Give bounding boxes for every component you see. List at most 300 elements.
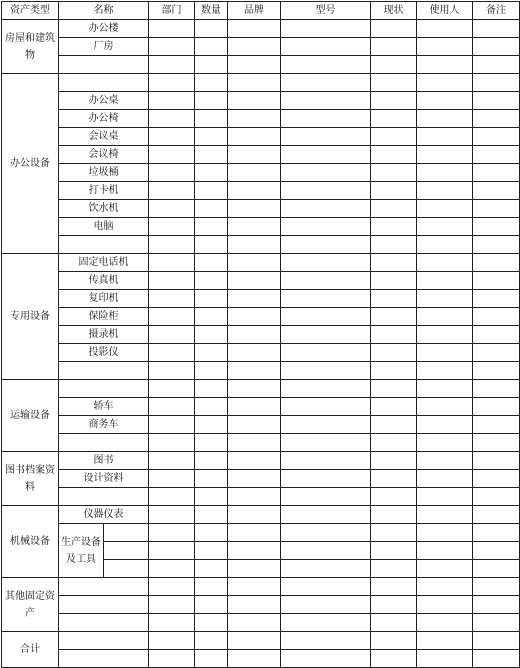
cell-user: [417, 614, 473, 632]
cell-brand: [228, 434, 281, 452]
cell-department: [149, 272, 195, 290]
asset-name-cell: 会议桌: [59, 128, 149, 146]
cell-status: [371, 524, 417, 542]
cell-quantity: [195, 362, 228, 380]
cell-user: [417, 110, 473, 128]
cell-brand: [228, 506, 281, 524]
cell-remarks: [473, 632, 520, 650]
cell-status: [371, 128, 417, 146]
cell-department: [149, 92, 195, 110]
cell-remarks: [473, 524, 520, 542]
cell-model: [281, 146, 371, 164]
cell-brand: [228, 398, 281, 416]
header-model: 型号: [281, 2, 371, 20]
cell-status: [371, 146, 417, 164]
asset-name-cell: 复印机: [59, 290, 149, 308]
header-name: 名称: [59, 2, 149, 20]
cell-department: [149, 398, 195, 416]
cell-status: [371, 308, 417, 326]
cell-user: [417, 452, 473, 470]
cell-department: [149, 218, 195, 236]
asset-name-cell: [104, 542, 149, 560]
asset-name-cell: 摄录机: [59, 326, 149, 344]
cell-model: [281, 488, 371, 506]
asset-name-cell: 电脑: [59, 218, 149, 236]
cell-quantity: [195, 92, 228, 110]
table-row: [2, 236, 520, 254]
cell-remarks: [473, 434, 520, 452]
cell-remarks: [473, 506, 520, 524]
cell-department: [149, 560, 195, 578]
asset-name-cell: 办公楼: [59, 20, 149, 38]
cell-remarks: [473, 380, 520, 398]
cell-status: [371, 488, 417, 506]
asset-name-cell: [59, 488, 149, 506]
cell-model: [281, 632, 371, 650]
cell-model: [281, 326, 371, 344]
cell-department: [149, 632, 195, 650]
cell-department: [149, 200, 195, 218]
cell-model: [281, 506, 371, 524]
cell-brand: [228, 542, 281, 560]
cell-remarks: [473, 416, 520, 434]
cell-department: [149, 434, 195, 452]
asset-name-cell: 办公桌: [59, 92, 149, 110]
cell-brand: [228, 380, 281, 398]
cell-model: [281, 56, 371, 74]
cell-status: [371, 614, 417, 632]
asset-name-cell: [59, 380, 149, 398]
table-row: [2, 200, 520, 218]
cell-user: [417, 524, 473, 542]
cell-remarks: [473, 146, 520, 164]
header-remarks: 备注: [473, 2, 520, 20]
cell-quantity: [195, 146, 228, 164]
table-row: [2, 524, 520, 542]
cell-status: [371, 452, 417, 470]
cell-quantity: [195, 416, 228, 434]
cell-model: [281, 470, 371, 488]
cell-model: [281, 578, 371, 596]
cell-brand: [228, 110, 281, 128]
cell-user: [417, 38, 473, 56]
cell-user: [417, 488, 473, 506]
asset-type-cell: 机械设备: [2, 506, 59, 578]
table-row: [2, 380, 520, 398]
cell-remarks: [473, 20, 520, 38]
cell-user: [417, 596, 473, 614]
cell-quantity: [195, 434, 228, 452]
cell-remarks: [473, 398, 520, 416]
cell-department: [149, 362, 195, 380]
asset-name-cell: 仪器仪表: [59, 506, 149, 524]
cell-model: [281, 92, 371, 110]
cell-brand: [228, 38, 281, 56]
asset-name-cell: 轿车: [59, 398, 149, 416]
cell-user: [417, 56, 473, 74]
cell-model: [281, 560, 371, 578]
cell-user: [417, 632, 473, 650]
cell-department: [149, 56, 195, 74]
cell-brand: [228, 578, 281, 596]
cell-department: [149, 110, 195, 128]
asset-name-cell: [59, 434, 149, 452]
cell-user: [417, 200, 473, 218]
table-row: [2, 632, 520, 650]
asset-name-cell: 投影仪: [59, 344, 149, 362]
cell-brand: [228, 362, 281, 380]
header-quantity: 数量: [195, 2, 228, 20]
cell-department: [149, 236, 195, 254]
cell-status: [371, 362, 417, 380]
cell-model: [281, 362, 371, 380]
cell-user: [417, 506, 473, 524]
asset-name-cell: 保险柜: [59, 308, 149, 326]
cell-department: [149, 20, 195, 38]
cell-user: [417, 560, 473, 578]
cell-model: [281, 416, 371, 434]
asset-name-cell: [59, 74, 149, 92]
cell-quantity: [195, 398, 228, 416]
asset-name-cell: [59, 614, 149, 632]
header-brand: 品牌: [228, 2, 281, 20]
cell-department: [149, 596, 195, 614]
cell-user: [417, 92, 473, 110]
cell-status: [371, 380, 417, 398]
cell-department: [149, 650, 195, 668]
asset-name-cell: 商务车: [59, 416, 149, 434]
table-row: [2, 290, 520, 308]
cell-quantity: [195, 218, 228, 236]
cell-quantity: [195, 110, 228, 128]
cell-status: [371, 344, 417, 362]
cell-quantity: [195, 200, 228, 218]
table-row: [2, 92, 520, 110]
cell-department: [149, 452, 195, 470]
cell-remarks: [473, 272, 520, 290]
table-row: [2, 596, 520, 614]
cell-user: [417, 362, 473, 380]
cell-department: [149, 128, 195, 146]
cell-quantity: [195, 128, 228, 146]
cell-remarks: [473, 110, 520, 128]
cell-model: [281, 38, 371, 56]
cell-brand: [228, 290, 281, 308]
cell-department: [149, 614, 195, 632]
cell-quantity: [195, 326, 228, 344]
cell-user: [417, 146, 473, 164]
cell-remarks: [473, 290, 520, 308]
cell-brand: [228, 416, 281, 434]
cell-status: [371, 92, 417, 110]
table-row: [2, 308, 520, 326]
cell-quantity: [195, 650, 228, 668]
cell-brand: [228, 344, 281, 362]
cell-status: [371, 506, 417, 524]
cell-quantity: [195, 164, 228, 182]
cell-model: [281, 182, 371, 200]
cell-user: [417, 182, 473, 200]
cell-status: [371, 200, 417, 218]
cell-quantity: [195, 56, 228, 74]
cell-quantity: [195, 596, 228, 614]
table-row: [2, 470, 520, 488]
cell-remarks: [473, 92, 520, 110]
cell-department: [149, 470, 195, 488]
table-row: [2, 344, 520, 362]
cell-department: [149, 416, 195, 434]
cell-status: [371, 74, 417, 92]
cell-remarks: [473, 38, 520, 56]
asset-name-cell: [59, 578, 149, 596]
cell-remarks: [473, 128, 520, 146]
asset-name-cell: 设计资料: [59, 470, 149, 488]
cell-quantity: [195, 614, 228, 632]
cell-brand: [228, 632, 281, 650]
cell-brand: [228, 254, 281, 272]
cell-department: [149, 38, 195, 56]
cell-quantity: [195, 290, 228, 308]
asset-name-cell: [59, 56, 149, 74]
cell-model: [281, 650, 371, 668]
cell-quantity: [195, 488, 228, 506]
cell-status: [371, 20, 417, 38]
cell-quantity: [195, 74, 228, 92]
cell-quantity: [195, 254, 228, 272]
cell-brand: [228, 128, 281, 146]
cell-status: [371, 56, 417, 74]
asset-type-cell: 房屋和建筑物: [2, 20, 59, 74]
cell-brand: [228, 182, 281, 200]
cell-status: [371, 650, 417, 668]
cell-status: [371, 398, 417, 416]
cell-status: [371, 218, 417, 236]
cell-user: [417, 326, 473, 344]
cell-brand: [228, 560, 281, 578]
cell-model: [281, 218, 371, 236]
cell-user: [417, 578, 473, 596]
cell-remarks: [473, 236, 520, 254]
cell-status: [371, 434, 417, 452]
cell-status: [371, 272, 417, 290]
cell-remarks: [473, 182, 520, 200]
cell-user: [417, 128, 473, 146]
cell-brand: [228, 200, 281, 218]
cell-remarks: [473, 452, 520, 470]
cell-model: [281, 272, 371, 290]
cell-user: [417, 290, 473, 308]
header-department: 部门: [149, 2, 195, 20]
table-row: [2, 110, 520, 128]
asset-type-cell: 图书档案资料: [2, 452, 59, 506]
asset-name-cell: 厂房: [59, 38, 149, 56]
cell-user: [417, 236, 473, 254]
cell-remarks: [473, 362, 520, 380]
cell-brand: [228, 20, 281, 38]
cell-model: [281, 596, 371, 614]
cell-department: [149, 182, 195, 200]
cell-remarks: [473, 164, 520, 182]
cell-brand: [228, 326, 281, 344]
cell-status: [371, 596, 417, 614]
cell-user: [417, 434, 473, 452]
asset-name-cell: 办公椅: [59, 110, 149, 128]
cell-quantity: [195, 236, 228, 254]
table-row: [2, 614, 520, 632]
asset-table: [1, 1, 520, 668]
asset-name-cell: 会议椅: [59, 146, 149, 164]
cell-remarks: [473, 578, 520, 596]
cell-user: [417, 254, 473, 272]
asset-type-cell: 合计: [2, 632, 59, 668]
cell-brand: [228, 236, 281, 254]
cell-brand: [228, 92, 281, 110]
cell-brand: [228, 650, 281, 668]
cell-status: [371, 578, 417, 596]
cell-user: [417, 164, 473, 182]
cell-status: [371, 632, 417, 650]
cell-status: [371, 542, 417, 560]
asset-table-body: [2, 20, 520, 668]
table-row: [2, 146, 520, 164]
cell-quantity: [195, 632, 228, 650]
asset-type-cell: 其他固定资产: [2, 578, 59, 632]
cell-remarks: [473, 254, 520, 272]
asset-type-cell: 运输设备: [2, 380, 59, 452]
cell-user: [417, 20, 473, 38]
cell-brand: [228, 452, 281, 470]
cell-brand: [228, 56, 281, 74]
cell-user: [417, 416, 473, 434]
cell-user: [417, 380, 473, 398]
table-row: [2, 398, 520, 416]
cell-remarks: [473, 74, 520, 92]
cell-status: [371, 560, 417, 578]
cell-status: [371, 254, 417, 272]
cell-brand: [228, 74, 281, 92]
cell-department: [149, 164, 195, 182]
cell-remarks: [473, 596, 520, 614]
cell-brand: [228, 272, 281, 290]
header-status: 现状: [371, 2, 417, 20]
cell-remarks: [473, 470, 520, 488]
asset-name-cell: [59, 632, 149, 650]
cell-quantity: [195, 560, 228, 578]
cell-model: [281, 380, 371, 398]
cell-remarks: [473, 650, 520, 668]
cell-department: [149, 308, 195, 326]
table-row: [2, 128, 520, 146]
cell-user: [417, 650, 473, 668]
cell-model: [281, 290, 371, 308]
cell-brand: [228, 308, 281, 326]
cell-user: [417, 398, 473, 416]
asset-name-cell: 传真机: [59, 272, 149, 290]
cell-status: [371, 290, 417, 308]
asset-name-cell: 固定电话机: [59, 254, 149, 272]
asset-type-cell: 办公设备: [2, 74, 59, 254]
table-row: [2, 20, 520, 38]
asset-name-cell: [104, 560, 149, 578]
cell-model: [281, 236, 371, 254]
table-row: [2, 38, 520, 56]
cell-quantity: [195, 452, 228, 470]
table-row: [2, 578, 520, 596]
table-row: [2, 452, 520, 470]
cell-remarks: [473, 200, 520, 218]
cell-quantity: [195, 344, 228, 362]
header-row: [2, 2, 520, 20]
cell-model: [281, 200, 371, 218]
cell-quantity: [195, 470, 228, 488]
cell-model: [281, 344, 371, 362]
cell-user: [417, 272, 473, 290]
table-row: [2, 164, 520, 182]
table-row: [2, 488, 520, 506]
cell-model: [281, 308, 371, 326]
cell-brand: [228, 614, 281, 632]
asset-name-cell: [59, 362, 149, 380]
cell-user: [417, 344, 473, 362]
cell-brand: [228, 488, 281, 506]
cell-quantity: [195, 272, 228, 290]
table-row: [2, 416, 520, 434]
table-row: [2, 218, 520, 236]
cell-department: [149, 506, 195, 524]
cell-remarks: [473, 614, 520, 632]
cell-model: [281, 524, 371, 542]
cell-quantity: [195, 380, 228, 398]
cell-quantity: [195, 182, 228, 200]
cell-department: [149, 146, 195, 164]
cell-model: [281, 434, 371, 452]
table-row: [2, 650, 520, 668]
cell-user: [417, 470, 473, 488]
cell-model: [281, 128, 371, 146]
table-row: [2, 362, 520, 380]
table-row: [2, 254, 520, 272]
cell-status: [371, 38, 417, 56]
asset-name-cell: 饮水机: [59, 200, 149, 218]
cell-remarks: [473, 488, 520, 506]
cell-model: [281, 110, 371, 128]
cell-department: [149, 542, 195, 560]
asset-subcategory-cell: 生产设备及工具: [59, 524, 104, 578]
cell-model: [281, 74, 371, 92]
cell-quantity: [195, 20, 228, 38]
cell-department: [149, 74, 195, 92]
cell-status: [371, 416, 417, 434]
cell-quantity: [195, 38, 228, 56]
cell-remarks: [473, 560, 520, 578]
cell-quantity: [195, 506, 228, 524]
cell-department: [149, 344, 195, 362]
cell-user: [417, 542, 473, 560]
cell-quantity: [195, 308, 228, 326]
asset-name-cell: 图书: [59, 452, 149, 470]
cell-status: [371, 182, 417, 200]
asset-name-cell: [59, 596, 149, 614]
cell-quantity: [195, 542, 228, 560]
cell-model: [281, 254, 371, 272]
cell-remarks: [473, 308, 520, 326]
table-row: [2, 272, 520, 290]
cell-department: [149, 380, 195, 398]
header-asset-type: 资产类型: [2, 2, 59, 20]
cell-status: [371, 326, 417, 344]
asset-name-cell: [104, 524, 149, 542]
cell-user: [417, 74, 473, 92]
